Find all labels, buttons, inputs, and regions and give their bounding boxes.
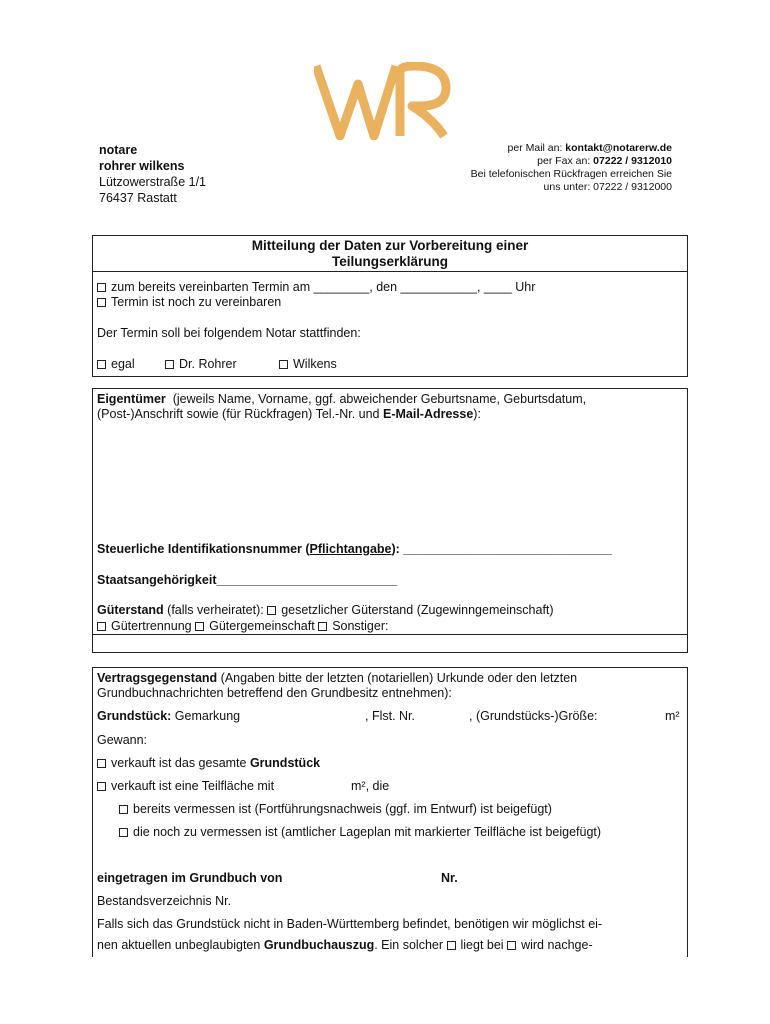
subject-heading: Vertragsgegenstand [97, 671, 218, 685]
to-measure-line [119, 825, 601, 840]
fax-value: 07222 / 9312010 [593, 155, 672, 167]
address-line2: rohrer wilkens [99, 159, 185, 173]
sold-whole-text: verkauft ist das gesamte [111, 756, 250, 770]
inventory-line: Bestandsverzeichnis Nr. [97, 894, 232, 908]
plot-gemarkung: Gemarkung [171, 709, 241, 723]
egal-label: egal [111, 357, 135, 371]
owner-line2 [97, 407, 481, 422]
plot-flst: , Flst. Nr. [365, 709, 415, 723]
address-line1: notare [99, 143, 138, 157]
notar-egal [97, 357, 135, 372]
termin-label: zum bereits vereinbarten Termin am ________, den ___________, ____ Uhr [111, 280, 536, 294]
taxid-label: Steuerliche Identifikationsnummer ( [97, 542, 310, 556]
owner-divider [93, 634, 687, 635]
attached-label: liegt bei [460, 938, 508, 952]
sold-part-text: verkauft ist eine Teilfläche mit [111, 779, 275, 793]
to-measure-checkbox[interactable] [119, 828, 128, 837]
gueter-opt4-label: Sonstiger: [332, 619, 389, 633]
taxid-rest: ): ______________________________ [391, 542, 612, 556]
registered-nr: Nr. [441, 871, 458, 885]
notar-question: Der Termin soll bei folgendem Notar stattfinden: [97, 326, 361, 340]
subject-line2: Grundbuchnachrichten betreffend den Grundbesitz entnehmen): [97, 686, 452, 700]
contact-info [471, 142, 672, 194]
option-termin [97, 280, 535, 295]
notar-rohrer [165, 357, 237, 372]
gueter-opt4-checkbox[interactable] [318, 622, 327, 631]
owner-section [92, 388, 688, 653]
appointment-section [92, 235, 688, 377]
form-title [93, 236, 687, 272]
gueter-opt3-checkbox[interactable] [195, 622, 204, 631]
vereinbaren-label: Termin ist noch zu vereinbaren [111, 295, 282, 309]
outside-bw-bold: Grundbuchauszug [263, 938, 375, 952]
outside-bw-line1: Falls sich das Grundstück nicht in Baden-Württemberg befindet, benötigen wir möglichst ei- [97, 917, 603, 931]
citizenship-line[interactable]: Staatsangehörigkeit__________________________ [97, 573, 398, 587]
plot-unit: m² [665, 709, 680, 723]
gueterstand-text: (falls verheiratet): [163, 603, 268, 617]
measured-line [119, 802, 552, 817]
rohrer-label: Dr. Rohrer [179, 357, 237, 371]
sold-whole-checkbox[interactable] [97, 759, 106, 768]
submitted-later-label: wird nachge- [521, 938, 593, 952]
measured-checkbox[interactable] [119, 805, 128, 814]
gueter-opt2-checkbox[interactable] [97, 622, 106, 631]
gueterstand-line2 [97, 619, 388, 634]
sold-part-unit: m², die [351, 779, 390, 793]
plot-size: , (Grundstücks-)Größe: [469, 709, 598, 723]
outside-bw-text2a: nen aktuellen unbeglaubigten [97, 938, 264, 952]
subject-line1 [97, 671, 577, 686]
gueter-opt3-label: Gütergemeinschaft [209, 619, 315, 633]
sold-part-checkbox[interactable] [97, 782, 106, 791]
measured-label: bereits vermessen ist (Fortführungsnachweis (ggf. im Entwurf) ist beigefügt) [133, 802, 552, 816]
termin-checkbox[interactable] [97, 283, 106, 292]
gueter-opt1-checkbox[interactable] [267, 606, 276, 615]
outside-bw-line2 [97, 938, 593, 953]
mail-value[interactable]: kontakt@notarerw.de [565, 142, 672, 154]
wilkens-checkbox[interactable] [279, 360, 288, 369]
sold-whole-bold: Grundstück [249, 756, 321, 770]
title-line1: Mitteilung der Daten zur Vorbereitung einer [251, 238, 529, 253]
gueter-opt1-label: gesetzlicher Güterstand (Zugewinngemeinschaft) [281, 603, 554, 617]
outside-bw-text2c: . Ein solcher [374, 938, 447, 952]
notary-address [99, 142, 206, 206]
owner-line1 [97, 392, 586, 407]
address-line3: Lützowerstraße 1/1 [99, 175, 206, 189]
phone-line1: Bei telefonischen Rückfragen erreichen Sie [470, 168, 672, 180]
gueterstand-heading: Güterstand [97, 603, 164, 617]
taxid-line[interactable] [97, 542, 612, 557]
option-vereinbaren [97, 295, 281, 310]
vereinbaren-checkbox[interactable] [97, 298, 106, 307]
notar-wilkens [279, 357, 337, 372]
title-line2: Teilungserklärung [331, 254, 449, 269]
to-measure-label: die noch zu vermessen ist (amtlicher Lageplan mit markierter Teilfläche ist beigefügt) [133, 825, 602, 839]
owner-text2c: ): [473, 407, 481, 421]
wilkens-label: Wilkens [293, 357, 337, 371]
egal-checkbox[interactable] [97, 360, 106, 369]
rohrer-checkbox[interactable] [165, 360, 174, 369]
plot-heading: Grundstück: [97, 709, 172, 723]
owner-heading: Eigentümer [97, 392, 166, 406]
mail-label: per Mail an: [507, 142, 566, 154]
subject-text1: (Angaben bitte der letzten (notariellen) Urkunde oder den letzten [217, 671, 578, 685]
gewann-line: Gewann: [97, 733, 148, 747]
owner-text1: (jeweils Name, Vorname, ggf. abweichender Geburtsname, Geburtsdatum, [172, 392, 587, 406]
submitted-later-checkbox[interactable] [507, 941, 516, 950]
registered-line: eingetragen im Grundbuch von [97, 871, 283, 885]
fax-label: per Fax an: [537, 155, 594, 167]
gueterstand-line1 [97, 603, 554, 618]
property-section [92, 667, 688, 957]
gueter-opt2-label: Gütertrennung [111, 619, 192, 633]
taxid-pflicht: Pflichtangabe [309, 542, 392, 556]
plot-line [97, 709, 240, 724]
address-line4: 76437 Rastatt [99, 191, 177, 205]
attached-checkbox[interactable] [447, 941, 456, 950]
owner-email-label: E-Mail-Adresse [382, 407, 474, 421]
sold-whole-line [97, 756, 320, 771]
sold-part-line [97, 779, 274, 794]
phone-line2: uns unter: 07222 / 9312000 [543, 181, 672, 193]
notary-logo [314, 62, 460, 140]
owner-text2a: (Post-)Anschrift sowie (für Rückfragen) Tel.-Nr. und [97, 407, 383, 421]
